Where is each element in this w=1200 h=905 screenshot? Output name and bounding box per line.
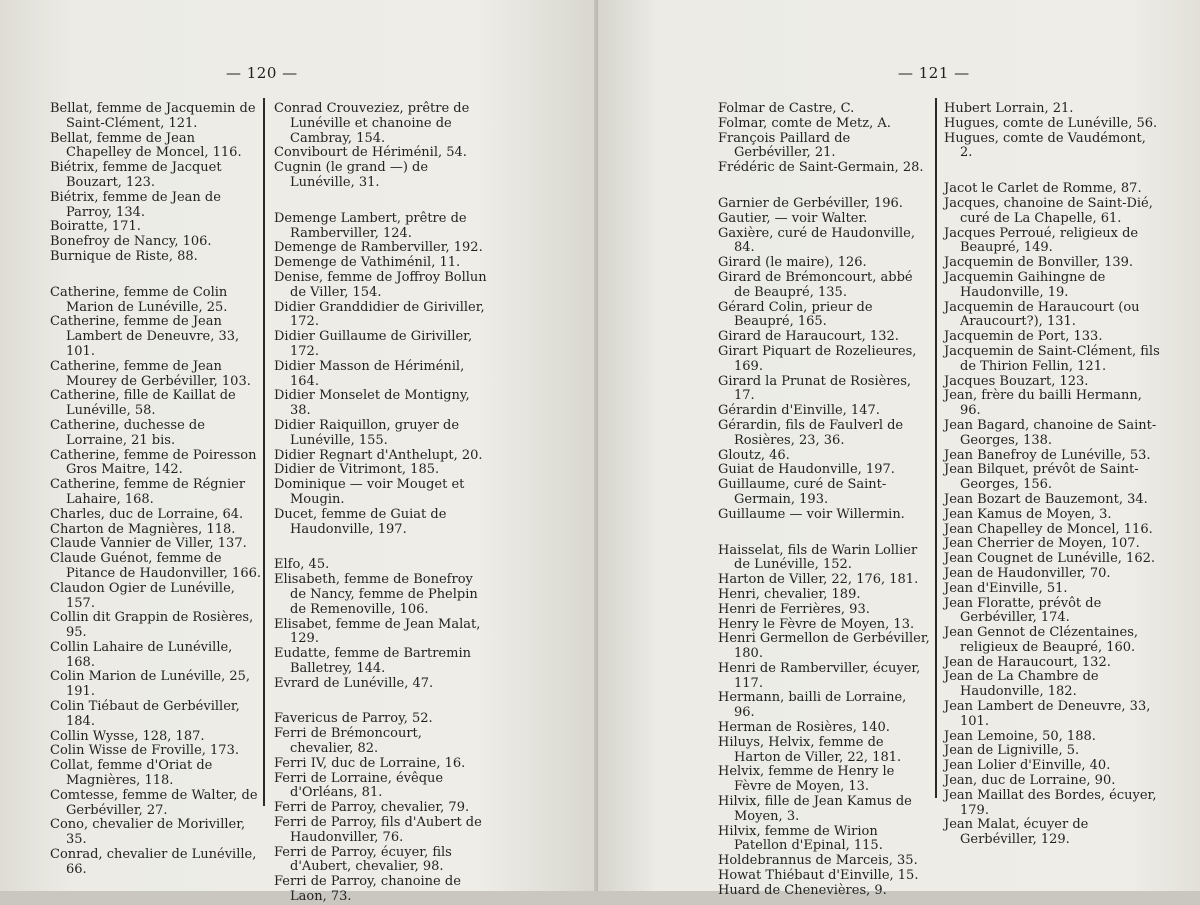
index-entry: Guillaume — voir Willermin. <box>718 506 905 522</box>
index-entry: Demenge de Vathiménil, 11. <box>274 255 461 271</box>
section-gap <box>718 176 930 197</box>
index-entry: Gautier, — voir Walter. <box>718 210 868 226</box>
column-divider <box>935 98 937 798</box>
index-entry: Jacquemin de Saint-Clément, fils de Thirion Fellin, 121. <box>944 343 1160 374</box>
index-entry: Didier Regnart d'Anthelupt, 20. <box>274 447 483 463</box>
index-entry: Howat Thiébaut d'Einville, 15. <box>718 868 919 884</box>
index-entry: Ferri IV, duc de Lorraine, 16. <box>274 755 466 771</box>
index-entry: Biétrix, femme de Jacquet Bouzart, 123. <box>50 160 222 190</box>
index-entry: Jean Chapelley de Moncel, 116. <box>944 521 1153 537</box>
index-entry: Girard (le maire), 126. <box>718 255 867 271</box>
index-entry: Jean Floratte, prévôt de Gerbéviller, 174. <box>944 595 1102 626</box>
index-entry: Eudatte, femme de Bartremin Balletrey, 144. <box>274 646 471 676</box>
index-entry: Ferri de Parroy, fils d'Aubert de Haudonviller, 76. <box>274 815 482 845</box>
index-entry: Folmar, comte de Metz, A. <box>718 115 891 131</box>
index-entry: Colin Tiébaut de Gerbéviller, 184. <box>50 699 240 729</box>
index-entry: Jacquemin de Port, 133. <box>944 329 1103 345</box>
index-entry: Demenge Lambert, prêtre de Ramberviller, 124. <box>274 210 467 241</box>
index-entry: Catherine, femme de Régnier Lahaire, 168. <box>50 477 246 507</box>
index-entry: Bonefroy de Nancy, 106. <box>50 234 212 250</box>
index-entry: Elisabet, femme de Jean Malat, 129. <box>274 616 481 647</box>
index-entry: Demenge de Ramberviller, 192. <box>274 240 483 256</box>
index-entry: Gérardin, fils de Faulverl de Rosières, 23, 36. <box>718 417 904 448</box>
index-entry: Girard la Prunat de Rosières, 17. <box>718 373 912 404</box>
index-entry: Jean de Ligniville, 5. <box>944 743 1080 759</box>
index-entry: Jacques, chanoine de Saint-Dié, curé de La Chapelle, 61. <box>944 195 1153 226</box>
index-entry: Hugues, comte de Lunéville, 56. <box>944 115 1158 131</box>
section-gap <box>718 523 930 544</box>
index-entry: Gloutz, 46. <box>718 447 790 463</box>
column-divider <box>263 98 265 806</box>
page-number: — 120 — <box>226 64 298 82</box>
index-entry: Hilvix, fille de Jean Kamus de Moyen, 3. <box>718 794 912 824</box>
index-entry: Helvix, femme de Henry le Fèvre de Moyen, 13. <box>718 764 895 795</box>
index-entry: Didier Granddidier de Giriviller, 172. <box>274 299 485 330</box>
section-gap <box>944 161 1162 182</box>
index-entry: Garnier de Gerbéviller, 196. <box>718 195 903 211</box>
index-entry: Haisselat, fils de Warin Lollier de Lunéville, 152. <box>718 542 918 573</box>
index-entry: Henri, chevalier, 189. <box>718 586 861 602</box>
index-entry: Jean Banefroy de Lunéville, 53. <box>944 447 1151 463</box>
index-entry: Jean de La Chambre de Haudonville, 182. <box>944 669 1099 700</box>
index-entry: Jacques Bouzart, 123. <box>944 373 1089 389</box>
index-entry: Hermann, bailli de Lorraine, 96. <box>718 690 907 721</box>
section-gap <box>274 191 488 212</box>
index-entry: Bellat, femme de Jacquemin de Saint-Clément, 121. <box>50 101 256 131</box>
index-entry: Jean Maillat des Bordes, écuyer, 179. <box>944 787 1157 818</box>
index-entry: Gérard Colin, prieur de Beaupré, 165. <box>718 299 873 330</box>
index-entry: Conrad Crouveziez, prêtre de Lunéville et chanoine de Cambray, 154. <box>274 101 470 146</box>
index-entry: Catherine, duchesse de Lorraine, 21 bis. <box>50 417 205 448</box>
index-entry: Jean Lambert de Deneuvre, 33, 101. <box>944 699 1151 729</box>
index-entry: Catherine, fille de Kaillat de Lunéville, 58. <box>50 388 236 419</box>
index-entry: Colin Marion de Lunéville, 25, 191. <box>50 669 251 700</box>
index-entry: Dominique — voir Mouget et Mougin. <box>274 477 465 507</box>
index-entry: Ducet, femme de Guiat de Haudonville, 197. <box>274 506 447 537</box>
index-entry: Gaxière, curé de Haudonville, 84. <box>718 225 915 256</box>
index-entry: Denise, femme de Joffroy Bollun de Viller, 154. <box>274 269 487 300</box>
index-entry: Evrard de Lunéville, 47. <box>274 675 434 691</box>
index-entry: Catherine, femme de Poiresson Gros Maitre, 142. <box>50 447 257 478</box>
index-entry: Ferri de Brémoncourt, chevalier, 82. <box>274 726 422 757</box>
index-entry: Jean Bozart de Bauzemont, 34. <box>944 491 1148 507</box>
index-entry: Henry le Fèvre de Moyen, 13. <box>718 616 915 632</box>
section-gap <box>274 537 488 558</box>
index-entry: Hugues, comte de Vaudémont, 2. <box>944 130 1146 161</box>
index-entry: Didier Monselet de Montigny, 38. <box>274 388 470 419</box>
index-entry: Hubert Lorrain, 21. <box>944 101 1074 116</box>
index-entry: Henri de Ramberviller, écuyer, 117. <box>718 660 921 691</box>
index-entry: Elfo, 45. <box>274 557 330 573</box>
page-121 <box>598 0 1200 898</box>
index-entry: Girart Piquart de Rozelieures, 169. <box>718 343 917 374</box>
index-entry: Folmar de Castre, C. <box>718 101 855 116</box>
index-entry: Didier de Vitrimont, 185. <box>274 462 440 478</box>
index-entry: Jean Cougnet de Lunéville, 162. <box>944 551 1155 567</box>
index-entry: Henri de Ferrières, 93. <box>718 601 870 617</box>
index-entry: Frédéric de Saint-Germain, 28. <box>718 160 924 176</box>
index-entry: Didier Masson de Hériménil, 164. <box>274 358 465 389</box>
index-entry: Jean, duc de Lorraine, 90. <box>944 773 1116 789</box>
index-entry: Jacot le Carlet de Romme, 87. <box>944 181 1142 197</box>
index-entry: Hilvix, femme de Wirion Patellon d'Epinal, 115. <box>718 823 883 854</box>
index-entry: Conrad, chevalier de Lunéville, 66. <box>50 847 257 877</box>
index-entry: Biétrix, femme de Jean de Parroy, 134. <box>50 189 221 220</box>
index-entry: Cono, chevalier de Moriviller, 35. <box>50 817 246 848</box>
index-entry: Charton de Magnières, 118. <box>50 521 236 537</box>
page-number: — 121 — <box>898 64 970 82</box>
index-entry: Holdebrannus de Marceis, 35. <box>718 853 918 869</box>
index-entry: Jean, frère du bailli Hermann, 96. <box>944 388 1142 419</box>
index-entry: Ferri de Lorraine, évêque d'Orléans, 81. <box>274 770 444 801</box>
index-entry: Jean Bagard, chanoine de Saint-Georges, 138. <box>944 417 1157 448</box>
index-entry: Collin dit Grappin de Rosières, 95. <box>50 610 254 641</box>
index-column <box>718 102 930 899</box>
index-column <box>50 102 262 878</box>
index-entry: Ferri de Parroy, chanoine de Laon, 73. <box>274 874 461 905</box>
index-entry: Catherine, femme de Jean Lambert de Deneuvre, 33, 101. <box>50 314 240 359</box>
index-entry: Cugnin (le grand —) de Lunéville, 31. <box>274 160 429 190</box>
index-entry: Guillaume, curé de Saint-Germain, 193. <box>718 477 887 507</box>
index-entry: Jean de Haudonviller, 70. <box>944 565 1111 581</box>
index-entry: Claude Guénot, femme de Pitance de Haudonviller, 166. <box>50 551 261 581</box>
index-entry: Gérardin d'Einville, 147. <box>718 403 880 419</box>
index-entry: Girard de Haraucourt, 132. <box>718 329 899 345</box>
index-entry: Ferri de Parroy, chevalier, 79. <box>274 800 470 816</box>
index-entry: Jean Kamus de Moyen, 3. <box>944 506 1112 522</box>
index-entry: Jean Lemoine, 50, 188. <box>944 728 1096 744</box>
index-entry: Jean d'Einville, 51. <box>944 580 1068 596</box>
index-entry: Didier Guillaume de Giriviller, 172. <box>274 329 473 359</box>
index-entry: Jean Bilquet, prévôt de Saint-Georges, 156. <box>944 462 1139 493</box>
index-entry: Jean Malat, écuyer de Gerbéviller, 129. <box>944 817 1089 848</box>
index-entry: Jacquemin de Bonviller, 139. <box>944 255 1134 271</box>
index-entry: Jacques Perroué, religieux de Beaupré, 149. <box>944 225 1139 256</box>
index-entry: Elisabeth, femme de Bonefroy de Nancy, femme de Phelpin de Remenoville, 106. <box>274 572 478 617</box>
index-entry: Henri Germellon de Gerbéviller, 180. <box>718 631 930 662</box>
index-entry: Girard de Brémoncourt, abbé de Beaupré, 135. <box>718 269 913 300</box>
index-entry: Guiat de Haudonville, 197. <box>718 462 895 478</box>
page-120 <box>0 0 598 905</box>
index-entry: Jacquemin de Haraucourt (ou Araucourt?), 131. <box>944 299 1140 330</box>
index-entry: Claudon Ogier de Lunéville, 157. <box>50 580 235 611</box>
index-column <box>944 102 1162 848</box>
index-entry: Jean Gennot de Clézentaines, religieux de Beaupré, 160. <box>944 625 1139 655</box>
index-entry: Didier Raiquillon, gruyer de Lunéville, 155. <box>274 417 460 448</box>
index-entry: François Paillard de Gerbéviller, 21. <box>718 130 851 161</box>
index-entry: Herman de Rosières, 140. <box>718 720 890 736</box>
index-entry: Jean Lolier d'Einville, 40. <box>944 758 1111 774</box>
index-entry: Huard de Chenevières, 9. <box>718 882 887 898</box>
index-entry: Jean de Haraucourt, 132. <box>944 654 1111 670</box>
index-entry: Favericus de Parroy, 52. <box>274 711 433 727</box>
index-entry: Burnique de Riste, 88. <box>50 248 198 264</box>
index-entry: Ferri de Parroy, écuyer, fils d'Aubert, chevalier, 98. <box>274 844 452 875</box>
index-entry: Collin Lahaire de Lunéville, 168. <box>50 639 233 670</box>
index-entry: Bellat, femme de Jean Chapelley de Moncel, 116. <box>50 130 242 161</box>
index-entry: Jacquemin Gaihingne de Haudonville, 19. <box>944 269 1106 300</box>
index-entry: Harton de Viller, 22, 176, 181. <box>718 572 919 588</box>
index-entry: Comtesse, femme de Walter, de Gerbéviller, 27. <box>50 787 258 818</box>
index-entry: Convibourt de Hériménil, 54. <box>274 145 467 161</box>
index-entry: Collat, femme d'Oriat de Magnières, 118. <box>50 758 213 789</box>
index-entry: Boiratte, 171. <box>50 219 141 235</box>
index-entry: Catherine, femme de Colin Marion de Lunéville, 25. <box>50 284 228 315</box>
index-entry: Collin Wysse, 128, 187. <box>50 728 205 744</box>
index-column <box>274 102 488 905</box>
index-entry: Claude Vannier de Viller, 137. <box>50 536 247 552</box>
index-entry: Catherine, femme de Jean Mourey de Gerbéviller, 103. <box>50 358 251 389</box>
index-entry: Colin Wisse de Froville, 173. <box>50 743 239 759</box>
section-gap <box>274 691 488 712</box>
index-entry: Hiluys, Helvix, femme de Harton de Viller, 22, 181. <box>718 734 902 765</box>
section-gap <box>50 265 262 286</box>
index-entry: Jean Cherrier de Moyen, 107. <box>944 536 1140 552</box>
index-entry: Charles, duc de Lorraine, 64. <box>50 506 244 522</box>
